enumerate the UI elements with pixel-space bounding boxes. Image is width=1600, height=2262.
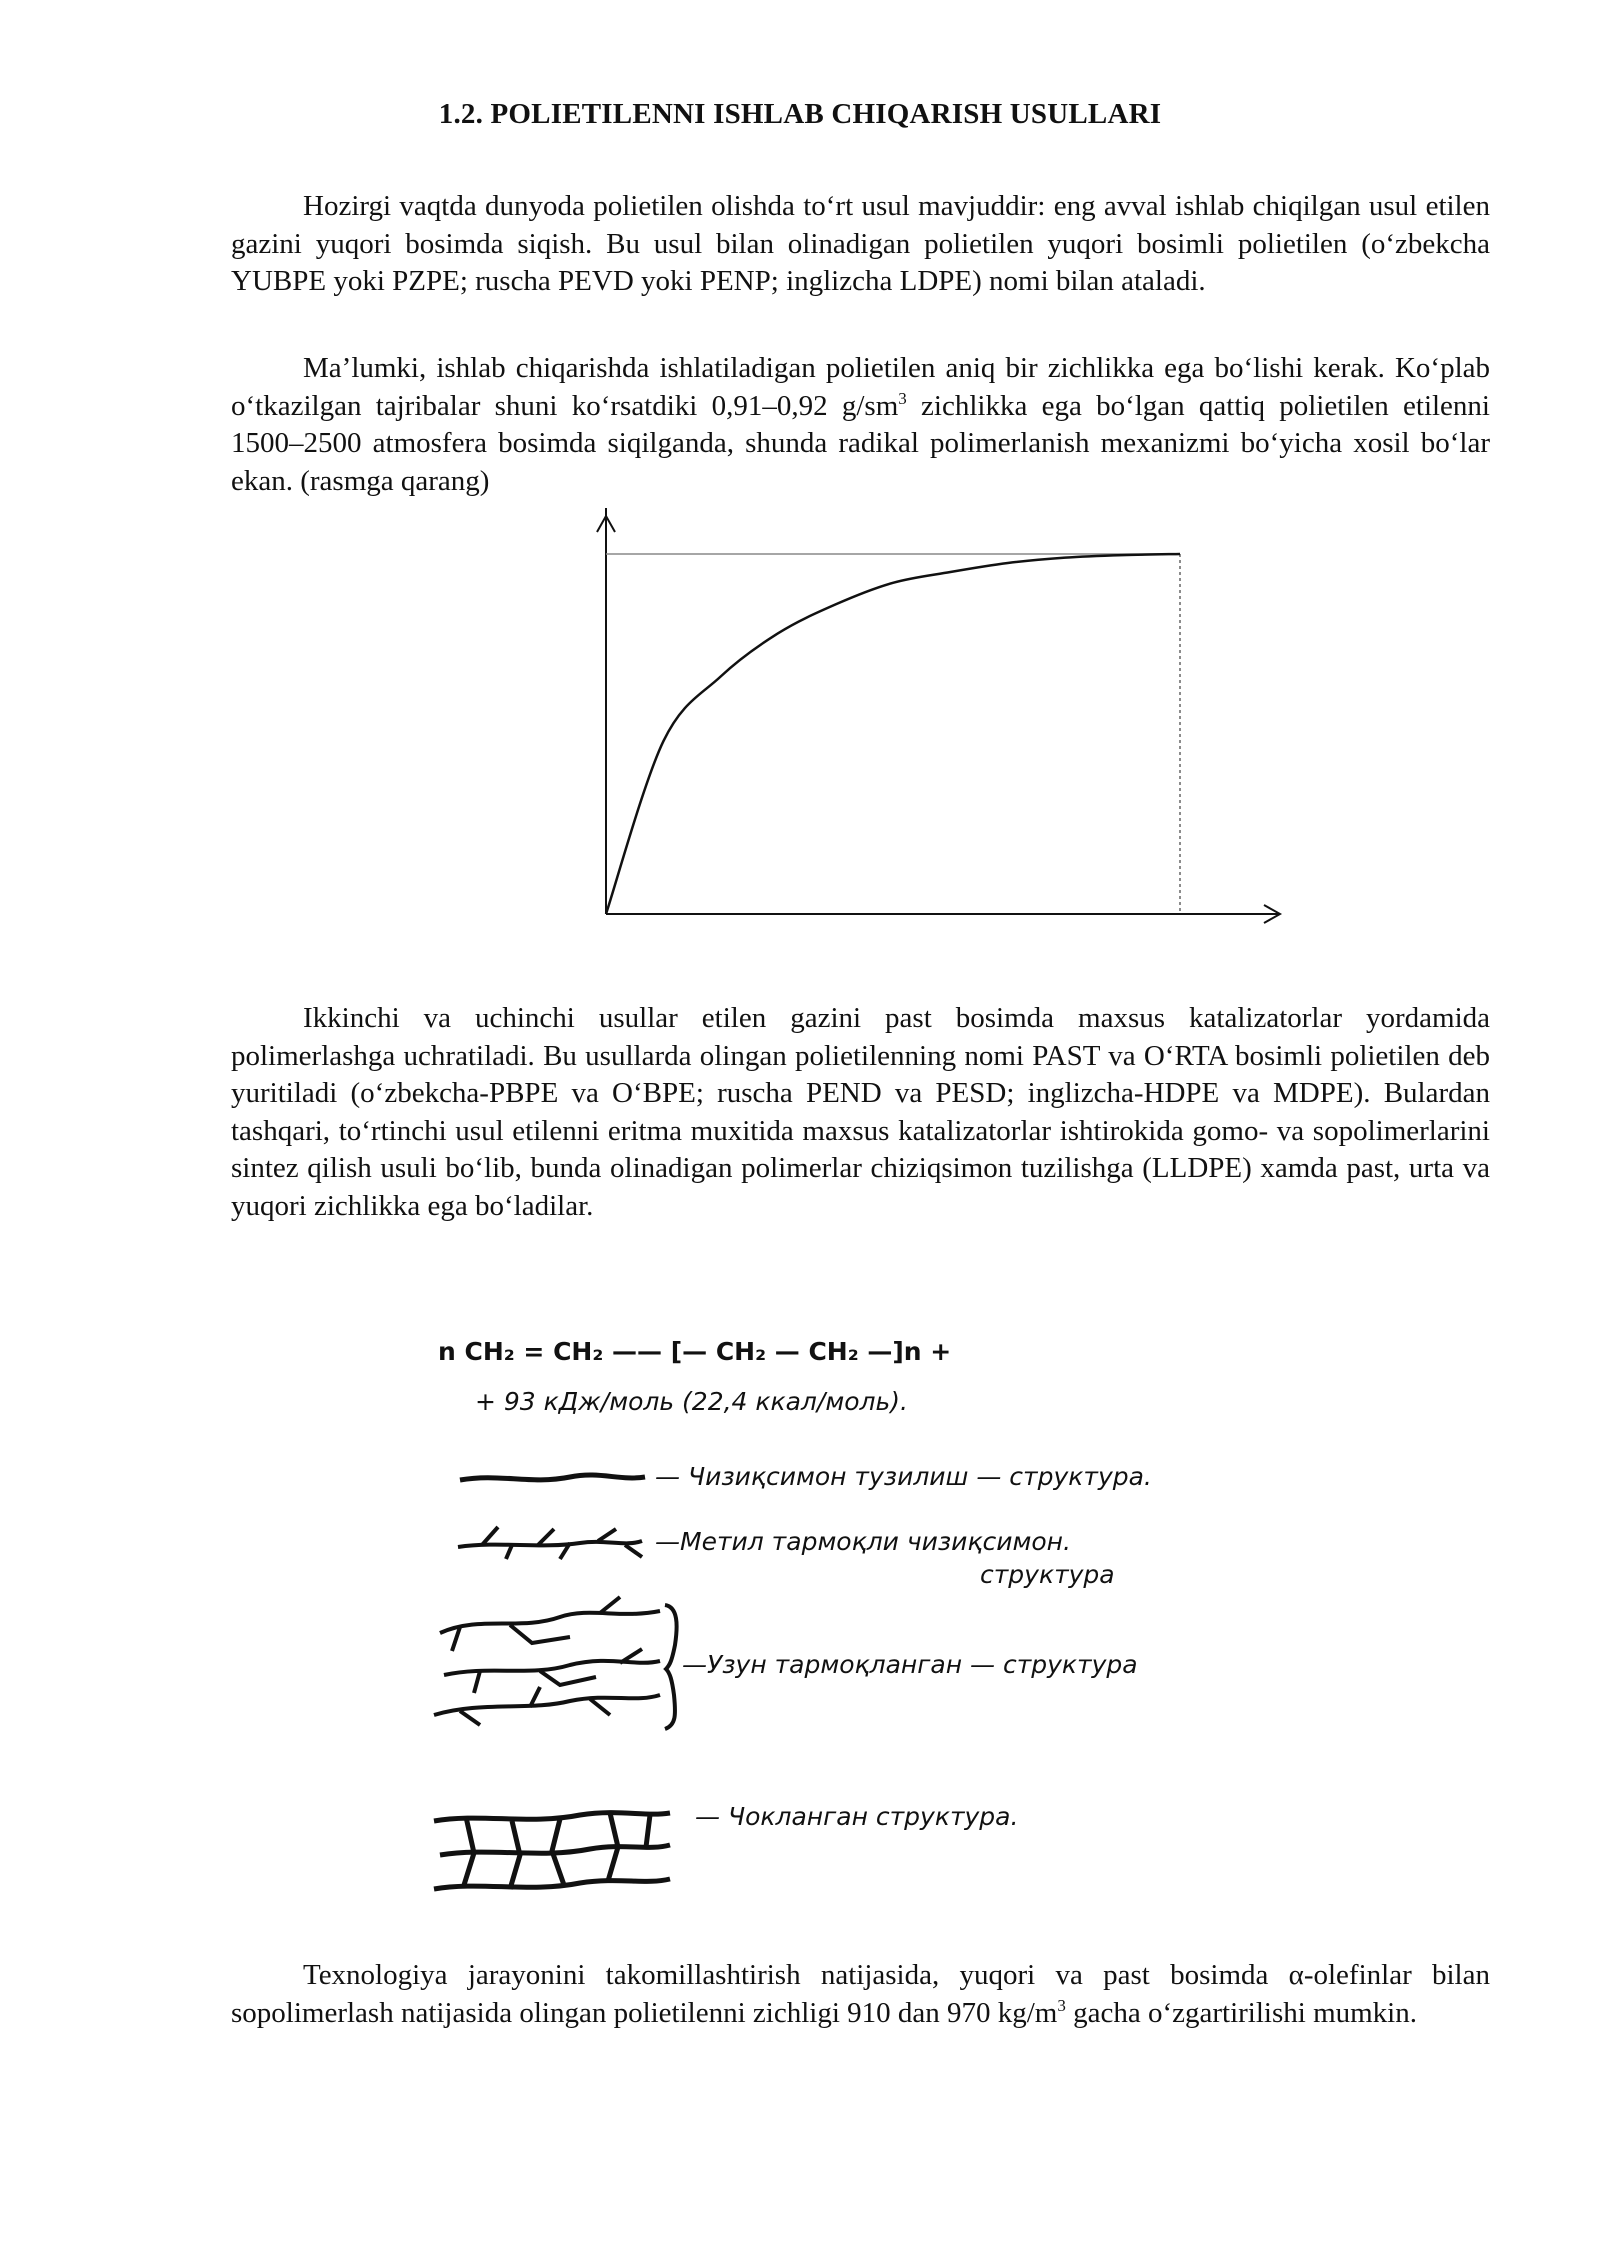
paragraph-2-text-a: Ma’lumki, ishlab chiqarishda ishlatiladigan polietilen aniq bir zichlikka ega bo‘lishi kerak. Ko‘plab o‘tkazilgan tajribalar shuni ko‘rsatdiki 0,91–0,92 g/sm — [231, 352, 1490, 422]
superscript: 3 — [1057, 1995, 1066, 2015]
structure-label-3: —Узун тармоқланган — структура — [682, 1650, 1138, 1679]
superscript: 3 — [898, 388, 907, 408]
equation-line-2: + 93 кДж/моль (22,4 ккал/моль). — [475, 1387, 908, 1416]
equation-line-1: n CH₂ = CH₂ —— [— CH₂ — CH₂ —]n + — [438, 1337, 952, 1366]
structure-label-1: — Чизиқсимон тузилиш — структура. — [655, 1462, 1152, 1491]
structure-label-4: — Чокланган структура. — [695, 1802, 1019, 1831]
paragraph-2 — [231, 350, 1490, 500]
structure-label-2a: —Метил тармоқли чизиқсимон. — [655, 1527, 1071, 1556]
paragraph-4-text-b: gacha o‘zgartirilishi mumkin. — [1065, 1996, 1417, 2029]
density-pressure-graph — [580, 508, 1300, 928]
paragraph-4-text-a: Texnologiya jarayonini takomillashtirish natijasida, yuqori va past bosimda α-olefinlar bilan sopolimerlash natijasida olingan polietilenni zichligi 910 dan 970 kg/m — [231, 1959, 1490, 2029]
linear-chain-icon — [460, 1475, 645, 1480]
crosslinked-network-icon — [434, 1813, 670, 1889]
paragraph-4 — [231, 1957, 1490, 2032]
section-title: 1.2. POLIETILENNI ISHLAB CHIQARISH USULLARI — [438, 98, 1162, 130]
methyl-branched-chain-icon — [458, 1527, 642, 1559]
long-branched-chain-icon — [434, 1597, 677, 1729]
structure-label-2b: структура — [980, 1560, 1115, 1589]
paragraph-1: Hozirgi vaqtda dunyoda polietilen olishda to‘rt usul mavjuddir: eng avval ishlab chiqilgan usul etilen gazini yuqori bosimda siqish. Bu usul bilan olinadigan polietilen yuqori bosimli polietilen (o‘zbekcha YUBPE yoki PZPE; ruscha PEVD yoki PENP; inglizcha LDPE) nomi bilan ataladi. — [231, 190, 1490, 297]
paragraph-2-text-b: zichlikka ega bo‘lgan qattiq polietilen etilenni 1500–2500 atmosfera bosimda siqilganda, shunda radikal polimerlanish mexanizmi bo‘yicha xosil bo‘lar ekan. (rasmga qarang) — [231, 389, 1490, 497]
density-curve — [606, 554, 1180, 914]
paragraph-3: Ikkinchi va uchinchi usullar etilen gazini past bosimda maxsus katalizatorlar yordamida polimerlashga uchratiladi. Bu usullarda olingan polietilenning nomi PAST va O‘RTA bosimli polietilen deb yuritiladi (o‘zbekcha-PBPE va O‘BPE; ruscha PEND va PESD; inglizcha-HDPE va MDPE). Bulardan tashqari, to‘rtinchi usul etilenni eritma muxitida maxsus katalizatorlar ishtirokida gomo- va sopolimerlarini sintez qilish usuli bo‘lib, bunda olinadigan polimerlar chiziqsimon tuzilishga (LLDPE) xamda past, urta va yuqori zichlikka ega bo‘ladilar. — [231, 1002, 1490, 1222]
polymerization-scheme — [420, 1315, 1400, 1895]
